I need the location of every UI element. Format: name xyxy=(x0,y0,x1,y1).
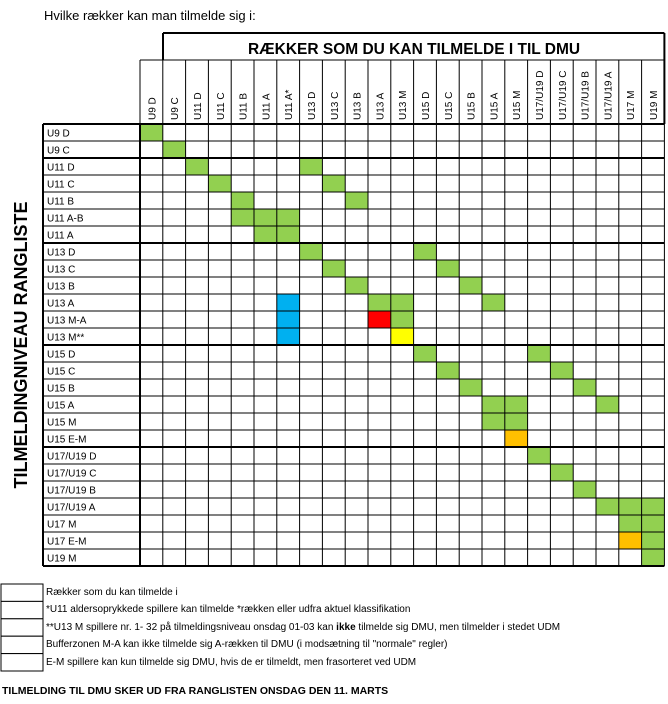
matrix-cell-green xyxy=(322,175,345,192)
column-label: U17 M xyxy=(626,90,638,120)
row-label: U11 C xyxy=(47,179,75,191)
row-label: U15 E-M xyxy=(47,434,87,446)
matrix-cell-orange xyxy=(505,430,528,447)
legend-swatch xyxy=(1,619,43,636)
matrix-cell-green xyxy=(368,294,391,311)
column-label: U13 C xyxy=(329,91,341,120)
matrix-cell-green xyxy=(391,311,414,328)
row-label: U15 D xyxy=(47,349,76,361)
row-label: U15 A xyxy=(47,400,75,412)
legend-swatch xyxy=(1,584,43,601)
matrix-cell-orange xyxy=(619,532,642,549)
column-label: U15 A xyxy=(489,92,501,120)
matrix-cell-green xyxy=(642,498,665,515)
column-label: U19 M xyxy=(649,90,660,120)
matrix-cell-green xyxy=(505,396,528,413)
legend-item-text: **U13 M spillere nr. 1- 32 på tilmeldingsniveau onsdag 01-03 kan ikke tilmelde sig DMU, men tilmelder i stedet UDM xyxy=(46,621,561,633)
row-label: U9 D xyxy=(47,128,70,140)
column-label: U15 M xyxy=(512,90,524,120)
column-label: U13 M xyxy=(398,90,410,120)
row-label: U13 M-A xyxy=(47,315,87,327)
column-label: U11 C xyxy=(215,92,227,120)
column-label: U13 A xyxy=(375,92,387,120)
matrix-cell-green xyxy=(528,345,551,362)
matrix-cell-green xyxy=(140,124,163,141)
matrix-cell-green xyxy=(482,294,505,311)
column-label: U13 B xyxy=(352,92,364,120)
matrix-cell-green xyxy=(163,141,186,158)
matrix-cell-blue xyxy=(277,294,300,311)
row-label: U17/U19 A xyxy=(47,502,96,514)
row-label: U15 C xyxy=(47,366,76,378)
column-label: U9 C xyxy=(170,97,182,120)
row-label: U17 M xyxy=(47,519,77,531)
row-label: U17/U19 C xyxy=(47,468,97,480)
side-label: TILMELDINGNIVEAU RANGLISTE xyxy=(11,201,31,489)
matrix-cell-green xyxy=(596,396,619,413)
column-label: U11 A xyxy=(261,93,273,120)
matrix-cell-green xyxy=(254,209,277,226)
matrix-cell-green xyxy=(573,379,596,396)
row-label: U17/U19 D xyxy=(47,451,97,463)
column-label: U13 D xyxy=(307,91,318,120)
legend-item-text: *U11 aldersoprykkede spillere kan tilmelde *rækken eller udfra aktuel klassifikation xyxy=(46,604,411,616)
matrix-cell-green xyxy=(573,481,596,498)
matrix-cell-green xyxy=(528,447,551,464)
matrix-cell-green xyxy=(231,209,254,226)
column-label: U17/U19 D xyxy=(535,70,546,120)
matrix-cell-green xyxy=(596,498,619,515)
matrix-cell-green xyxy=(550,362,573,379)
matrix-cell-green xyxy=(322,260,345,277)
legend-item-text: Bufferzonen M-A kan ikke tilmelde sig A-rækken til DMU (i modsætning til "normale" regler) xyxy=(46,639,448,651)
row-label: U15 B xyxy=(47,383,75,395)
column-label: U17/U19 A xyxy=(603,71,615,120)
matrix-cell-green xyxy=(277,209,300,226)
row-label: U13 D xyxy=(47,247,76,259)
matrix-cell-blue xyxy=(277,328,300,345)
matrix-cell-green xyxy=(642,532,665,549)
legend-swatch xyxy=(1,601,43,618)
row-label: U13 C xyxy=(47,264,76,276)
matrix-cell-green xyxy=(459,277,482,294)
matrix-cell-green xyxy=(414,345,437,362)
matrix-cell-green xyxy=(482,413,505,430)
row-label: U15 M xyxy=(47,417,77,429)
column-label: U9 D xyxy=(147,97,159,120)
row-label: U19 M xyxy=(47,553,77,565)
matrix-cell-green xyxy=(619,498,642,515)
column-label: U11 D xyxy=(193,92,204,120)
row-label: U13 B xyxy=(47,281,75,293)
matrix-cell-green xyxy=(642,549,665,566)
column-label: U15 C xyxy=(443,91,455,120)
legend-swatch xyxy=(1,636,43,653)
matrix-cell-green xyxy=(414,243,437,260)
matrix-cell-green xyxy=(208,175,231,192)
legend-item-text: Rækker som du kan tilmelde i xyxy=(46,587,178,598)
row-label: U11 A-B xyxy=(47,213,84,225)
matrix-cell-green xyxy=(300,243,323,260)
matrix-cell-green xyxy=(459,379,482,396)
matrix-cell-green xyxy=(619,515,642,532)
row-label: U11 A xyxy=(47,230,74,242)
matrix-cell-green xyxy=(231,192,254,209)
matrix-cell-blue xyxy=(277,311,300,328)
matrix-cell-green xyxy=(345,277,368,294)
matrix-cell-green xyxy=(186,158,209,175)
footer-note: TILMELDING TIL DMU SKER UD FRA RANGLISTEN ONSDAG DEN 11. MARTS xyxy=(2,685,389,697)
row-label: U11 D xyxy=(47,162,75,174)
row-label: U13 A xyxy=(47,298,75,310)
matrix-cell-green xyxy=(436,362,459,379)
row-label: U13 M** xyxy=(47,332,85,344)
matrix-cell-green xyxy=(505,413,528,430)
row-label: U17/U19 B xyxy=(47,485,96,497)
matrix-cell-green xyxy=(642,515,665,532)
matrix-cell-yellow xyxy=(391,328,414,345)
matrix-cell-green xyxy=(482,396,505,413)
question-text: Hvilke rækker kan man tilmelde sig i: xyxy=(44,8,256,23)
matrix-cell-green xyxy=(300,158,323,175)
column-label: U11 B xyxy=(238,92,250,120)
row-label: U17 E-M xyxy=(47,536,87,548)
matrix-cell-green xyxy=(345,192,368,209)
column-label: U17/U19 B xyxy=(580,71,592,120)
matrix-cell-green xyxy=(550,464,573,481)
matrix-cell-red xyxy=(368,311,391,328)
legend-swatch xyxy=(1,654,43,671)
header-title: RÆKKER SOM DU KAN TILMELDE I TIL DMU xyxy=(247,41,581,58)
matrix-cell-green xyxy=(436,260,459,277)
matrix-cell-green xyxy=(277,226,300,243)
column-label: U15 B xyxy=(466,92,478,120)
column-label: U17/U19 C xyxy=(557,70,569,120)
matrix-cell-green xyxy=(254,226,277,243)
row-label: U9 C xyxy=(47,145,70,157)
column-label: U11 A* xyxy=(284,89,296,120)
column-label: U15 D xyxy=(421,91,432,120)
legend-item-text: E-M spillere kan kun tilmelde sig DMU, hvis de er tilmeldt, men frasorteret ved UDM xyxy=(46,656,417,668)
row-label: U11 B xyxy=(47,196,75,208)
matrix-cell-green xyxy=(391,294,414,311)
